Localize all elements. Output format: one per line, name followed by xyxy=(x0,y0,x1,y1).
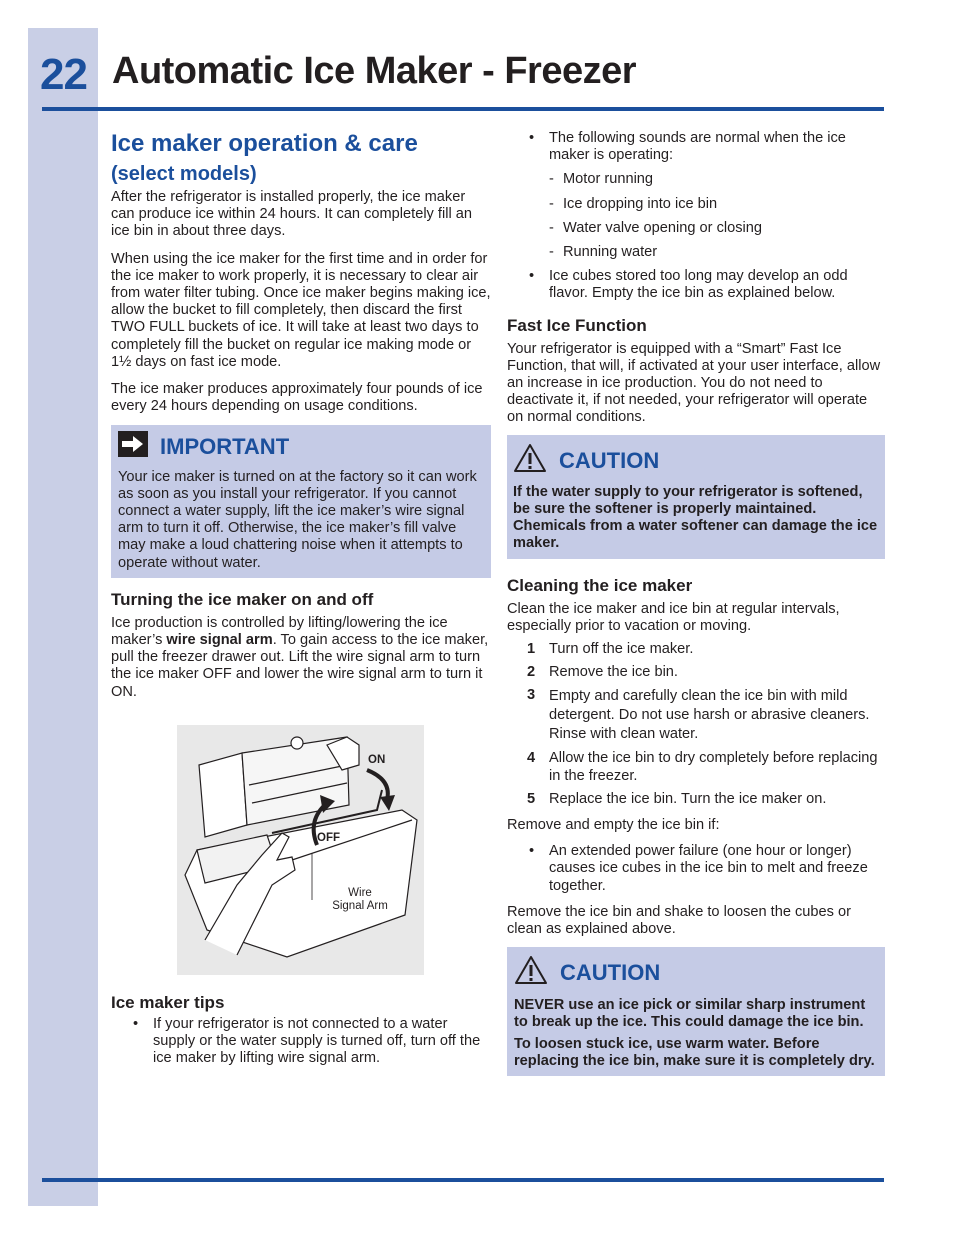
remove-item: • An extended power failure (one hour or longer) causes ice cubes in the ice bin to melt and freeze together. xyxy=(507,843,885,895)
caution-softener-text: If the water supply to your refrigerator is softened, be sure the softener is properly maintained. Chemicals from a water softener can damage the ice maker. xyxy=(513,483,878,552)
caution-label: CAUTION xyxy=(560,960,661,986)
label-on: ON xyxy=(368,754,386,766)
caution-softener xyxy=(507,435,885,559)
step-number: 5 xyxy=(527,790,536,807)
label-wire-signal-arm: Wire Signal Arm xyxy=(332,887,388,912)
turning-heading: Turning the ice maker on and off xyxy=(111,589,374,609)
step-text: Empty and carefully clean the ice bin with mild detergent. Do not use harsh or abrasive cleaners. Rinse with clean water. xyxy=(549,688,870,743)
cleaning-step xyxy=(507,750,885,784)
step-text: Turn off the ice maker. xyxy=(549,641,694,658)
wire-signal-arm-term: wire signal arm xyxy=(166,632,273,649)
cleaning-step xyxy=(507,687,885,744)
caution-ice-pick-text: NEVER use an ice pick or similar sharp instrument to break up the ice. This could damage the ice bin. xyxy=(514,996,866,1030)
odd-flavor-note: • Ice cubes stored too long may develop an odd flavor. Empty the ice bin as explained below. xyxy=(507,268,885,302)
caution-label: CAUTION xyxy=(559,447,660,473)
production-paragraph: The ice maker produces approximately four pounds of ice every 24 hours depending on usage conditions. xyxy=(111,381,483,415)
caution-warm-water-text: To loosen stuck ice, use warm water. Before replacing the ice bin, make sure it is completely dry. xyxy=(514,1035,875,1070)
step-number: 1 xyxy=(527,641,536,658)
page-title: Automatic Ice Maker - Freezer xyxy=(112,50,637,92)
ice-maker-drawing xyxy=(177,725,424,975)
first-use-paragraph: When using the ice maker for the first time and in order for the ice maker to work properly, it is necessary to clear air from water filter tubing. Once ice maker begins making ice, allow the bucket to fill completely, then discard the first TWO FULL buckets of ice. It will take at least two days to completely fill the bucket on regular ice making mode or 1½ days on fast ice mode. xyxy=(111,250,491,370)
turning-paragraph xyxy=(111,615,491,701)
turning-text-rest: . To gain access to the ice maker, pull the freezer drawer out. Lift the wire signal arm to turn the ice maker OFF and lower the wire signal arm to turn it ON. xyxy=(111,632,489,700)
step-number: 4 xyxy=(527,750,536,767)
fast-ice-paragraph: Your refrigerator is equipped with a “Smart” Fast Ice Function, that will, if activated at your user interface, allow an increase in ice production. You do not need to deactivate it, if not needed, your refrigerator will operate on normal conditions. xyxy=(507,340,881,426)
step-text: Remove the ice bin. xyxy=(549,664,678,681)
section-subtitle: (select models) xyxy=(111,163,257,185)
intro-paragraph: After the refrigerator is installed properly, the ice maker can produce ice within 24 hours. It can completely fill an ice bin in about three days. xyxy=(111,189,472,240)
sound-item: - Ice dropping into ice bin xyxy=(507,196,885,213)
label-off: OFF xyxy=(317,832,340,844)
shake-paragraph: Remove the ice bin and shake to loosen the cubes or clean as explained above. xyxy=(507,903,851,938)
footer-rule xyxy=(42,1178,884,1182)
arrow-right-icon xyxy=(118,431,148,462)
important-notice xyxy=(111,425,491,577)
cleaning-heading: Cleaning the ice maker xyxy=(507,575,693,595)
right-column xyxy=(507,130,885,1076)
step-text: Allow the ice bin to dry completely before replacing in the freezer. xyxy=(549,750,878,784)
turning-text: Ice production is controlled by lifting/lowering the ice maker’s xyxy=(111,614,448,649)
cleaning-step xyxy=(507,664,885,681)
tips-item: • If your refrigerator is not connected to a water supply or the water supply is turned off, turn off the ice maker by lifting wire signal arm. xyxy=(111,1016,491,1068)
warning-icon xyxy=(514,955,548,990)
step-number: 3 xyxy=(527,687,536,704)
tips-heading: Ice maker tips xyxy=(111,993,225,1012)
fast-ice-heading: Fast Ice Function xyxy=(507,315,647,335)
left-column xyxy=(111,130,491,701)
tips-section xyxy=(111,993,491,1068)
step-number: 2 xyxy=(527,664,536,681)
caution-ice-pick xyxy=(507,947,885,1076)
sound-item: - Water valve opening or closing xyxy=(507,220,885,237)
header-rule xyxy=(42,107,884,111)
sounds-intro: • The following sounds are normal when the ice maker is operating: xyxy=(507,130,885,164)
cleaning-step xyxy=(507,641,885,658)
ice-maker-illustration xyxy=(177,725,424,975)
step-text: Replace the ice bin. Turn the ice maker on. xyxy=(549,790,827,807)
cleaning-intro: Clean the ice maker and ice bin at regular intervals, especially prior to vacation or moving. xyxy=(507,600,840,634)
cleaning-step xyxy=(507,791,885,808)
sound-item: - Motor running xyxy=(507,171,885,188)
warning-icon xyxy=(513,443,547,478)
side-bar xyxy=(28,28,98,1206)
important-label: IMPORTANT xyxy=(160,434,290,460)
page-number: 22 xyxy=(40,50,87,99)
sound-item: - Running water xyxy=(507,244,885,261)
section-title: Ice maker operation & care xyxy=(111,130,418,157)
remove-intro: Remove and empty the ice bin if: xyxy=(507,817,720,834)
important-text: Your ice maker is turned on at the factory so it can work as soon as you install your refrigerator. If you cannot connect a water supply, lift the ice maker’s wire signal arm to turn it off. Otherwise, the ice maker’s fill valve may make a loud chattering noise when it attempts to operate without water. xyxy=(118,468,477,571)
